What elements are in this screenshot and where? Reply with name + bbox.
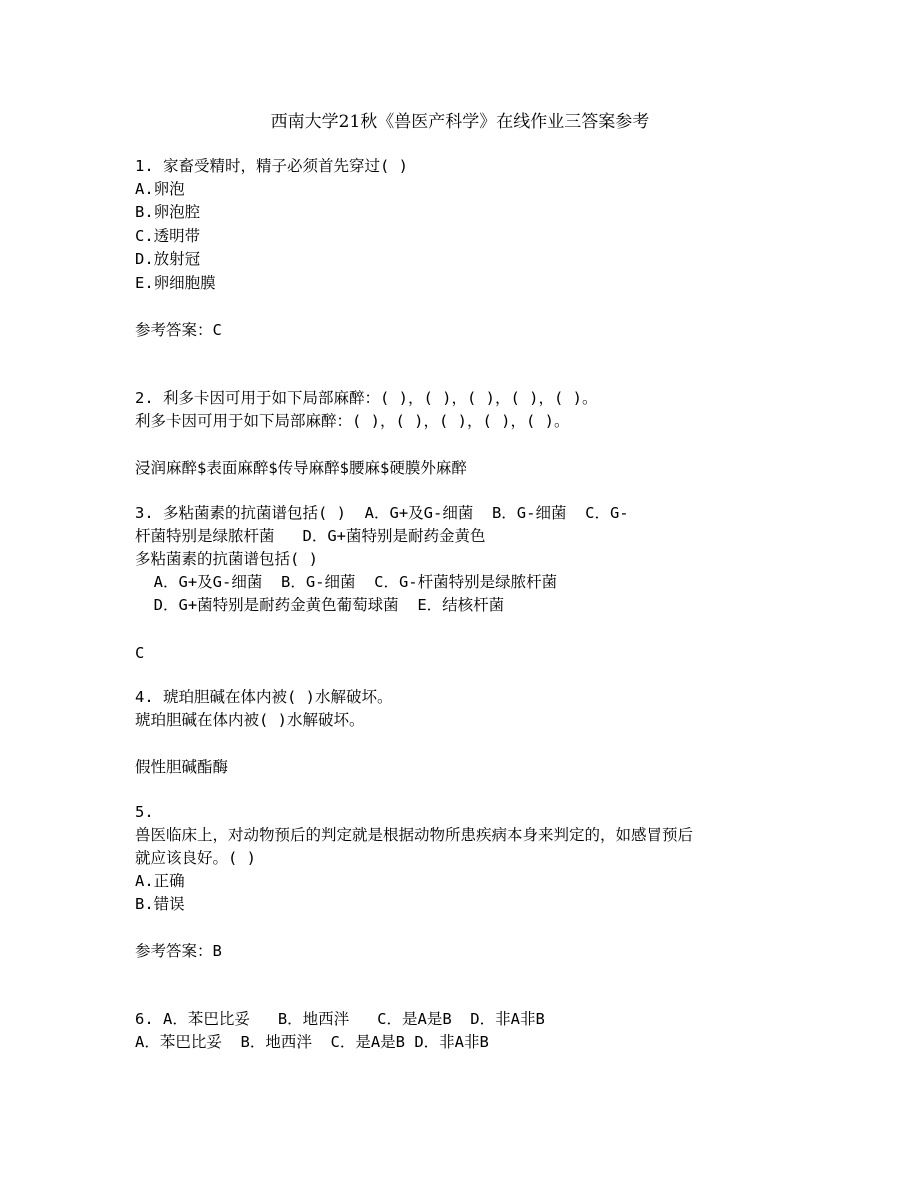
question-5-option-a: A.正确 [135, 872, 185, 890]
question-1-option-a: A.卵泡 [135, 180, 185, 198]
question-5-number: 5. [135, 803, 154, 821]
question-4-answer: 假性胆碱酯酶 [135, 758, 229, 776]
question-1-option-c: C.透明带 [135, 227, 201, 245]
question-4-stem-repeat: 琥珀胆碱在体内被( )水解破坏。 [135, 711, 365, 729]
question-5-option-b: B.错误 [135, 895, 185, 913]
question-5-stem: 兽医临床上，对动物预后的判定就是根据动物所患疾病本身来判定的，如感冒预后 [135, 826, 694, 844]
question-1-option-e: E.卵细胞膜 [135, 274, 216, 292]
question-6-stem-repeat: A．苯巴比妥 B．地西泮 C．是A是B D．非A非B [135, 1033, 489, 1051]
question-3-stem-repeat: 多粘菌素的抗菌谱包括( ) [135, 550, 318, 568]
question-4-stem: 4. 琥珀胆碱在体内被( )水解破坏。 [135, 688, 393, 706]
question-3-options-row-1: A．G+及G-细菌 B．G-细菌 C．G-杆菌特别是绿脓杆菌 [135, 573, 558, 591]
question-2-answer: 浸润麻醉$表面麻醉$传导麻醉$腰麻$硬膜外麻醉 [135, 459, 467, 477]
question-1-stem: 1. 家畜受精时，精子必须首先穿过( ) [135, 157, 408, 175]
question-5-answer: 参考答案：B [135, 942, 222, 960]
question-5-stem-continued: 就应该良好。( ) [135, 849, 256, 867]
question-2-stem-repeat: 利多卡因可用于如下局部麻醉：( )，( )，( )，( )，( )。 [135, 412, 570, 430]
document-title: 西南大学21秋《兽医产科学》在线作业三答案参考 [270, 112, 650, 132]
question-2-stem: 2. 利多卡因可用于如下局部麻醉：( )，( )，( )，( )，( )。 [135, 389, 598, 407]
question-3-options-row-2: D．G+菌特别是耐药金黄色葡萄球菌 E．结核杆菌 [135, 596, 505, 614]
question-1-option-d: D.放射冠 [135, 250, 201, 268]
question-3-stem: 3. 多粘菌素的抗菌谱包括( ) A．G+及G-细菌 B．G-细菌 C．G- [135, 504, 629, 522]
question-6-stem: 6. A．苯巴比妥 B．地西泮 C．是A是B D．非A非B [135, 1010, 545, 1028]
question-1-answer: 参考答案：C [135, 321, 222, 339]
question-3-stem-continued: 杆菌特别是绿脓杆菌 D．G+菌特别是耐药金黄色 [135, 527, 486, 545]
question-1-option-b: B.卵泡腔 [135, 203, 201, 221]
question-3-answer: C [135, 644, 145, 662]
